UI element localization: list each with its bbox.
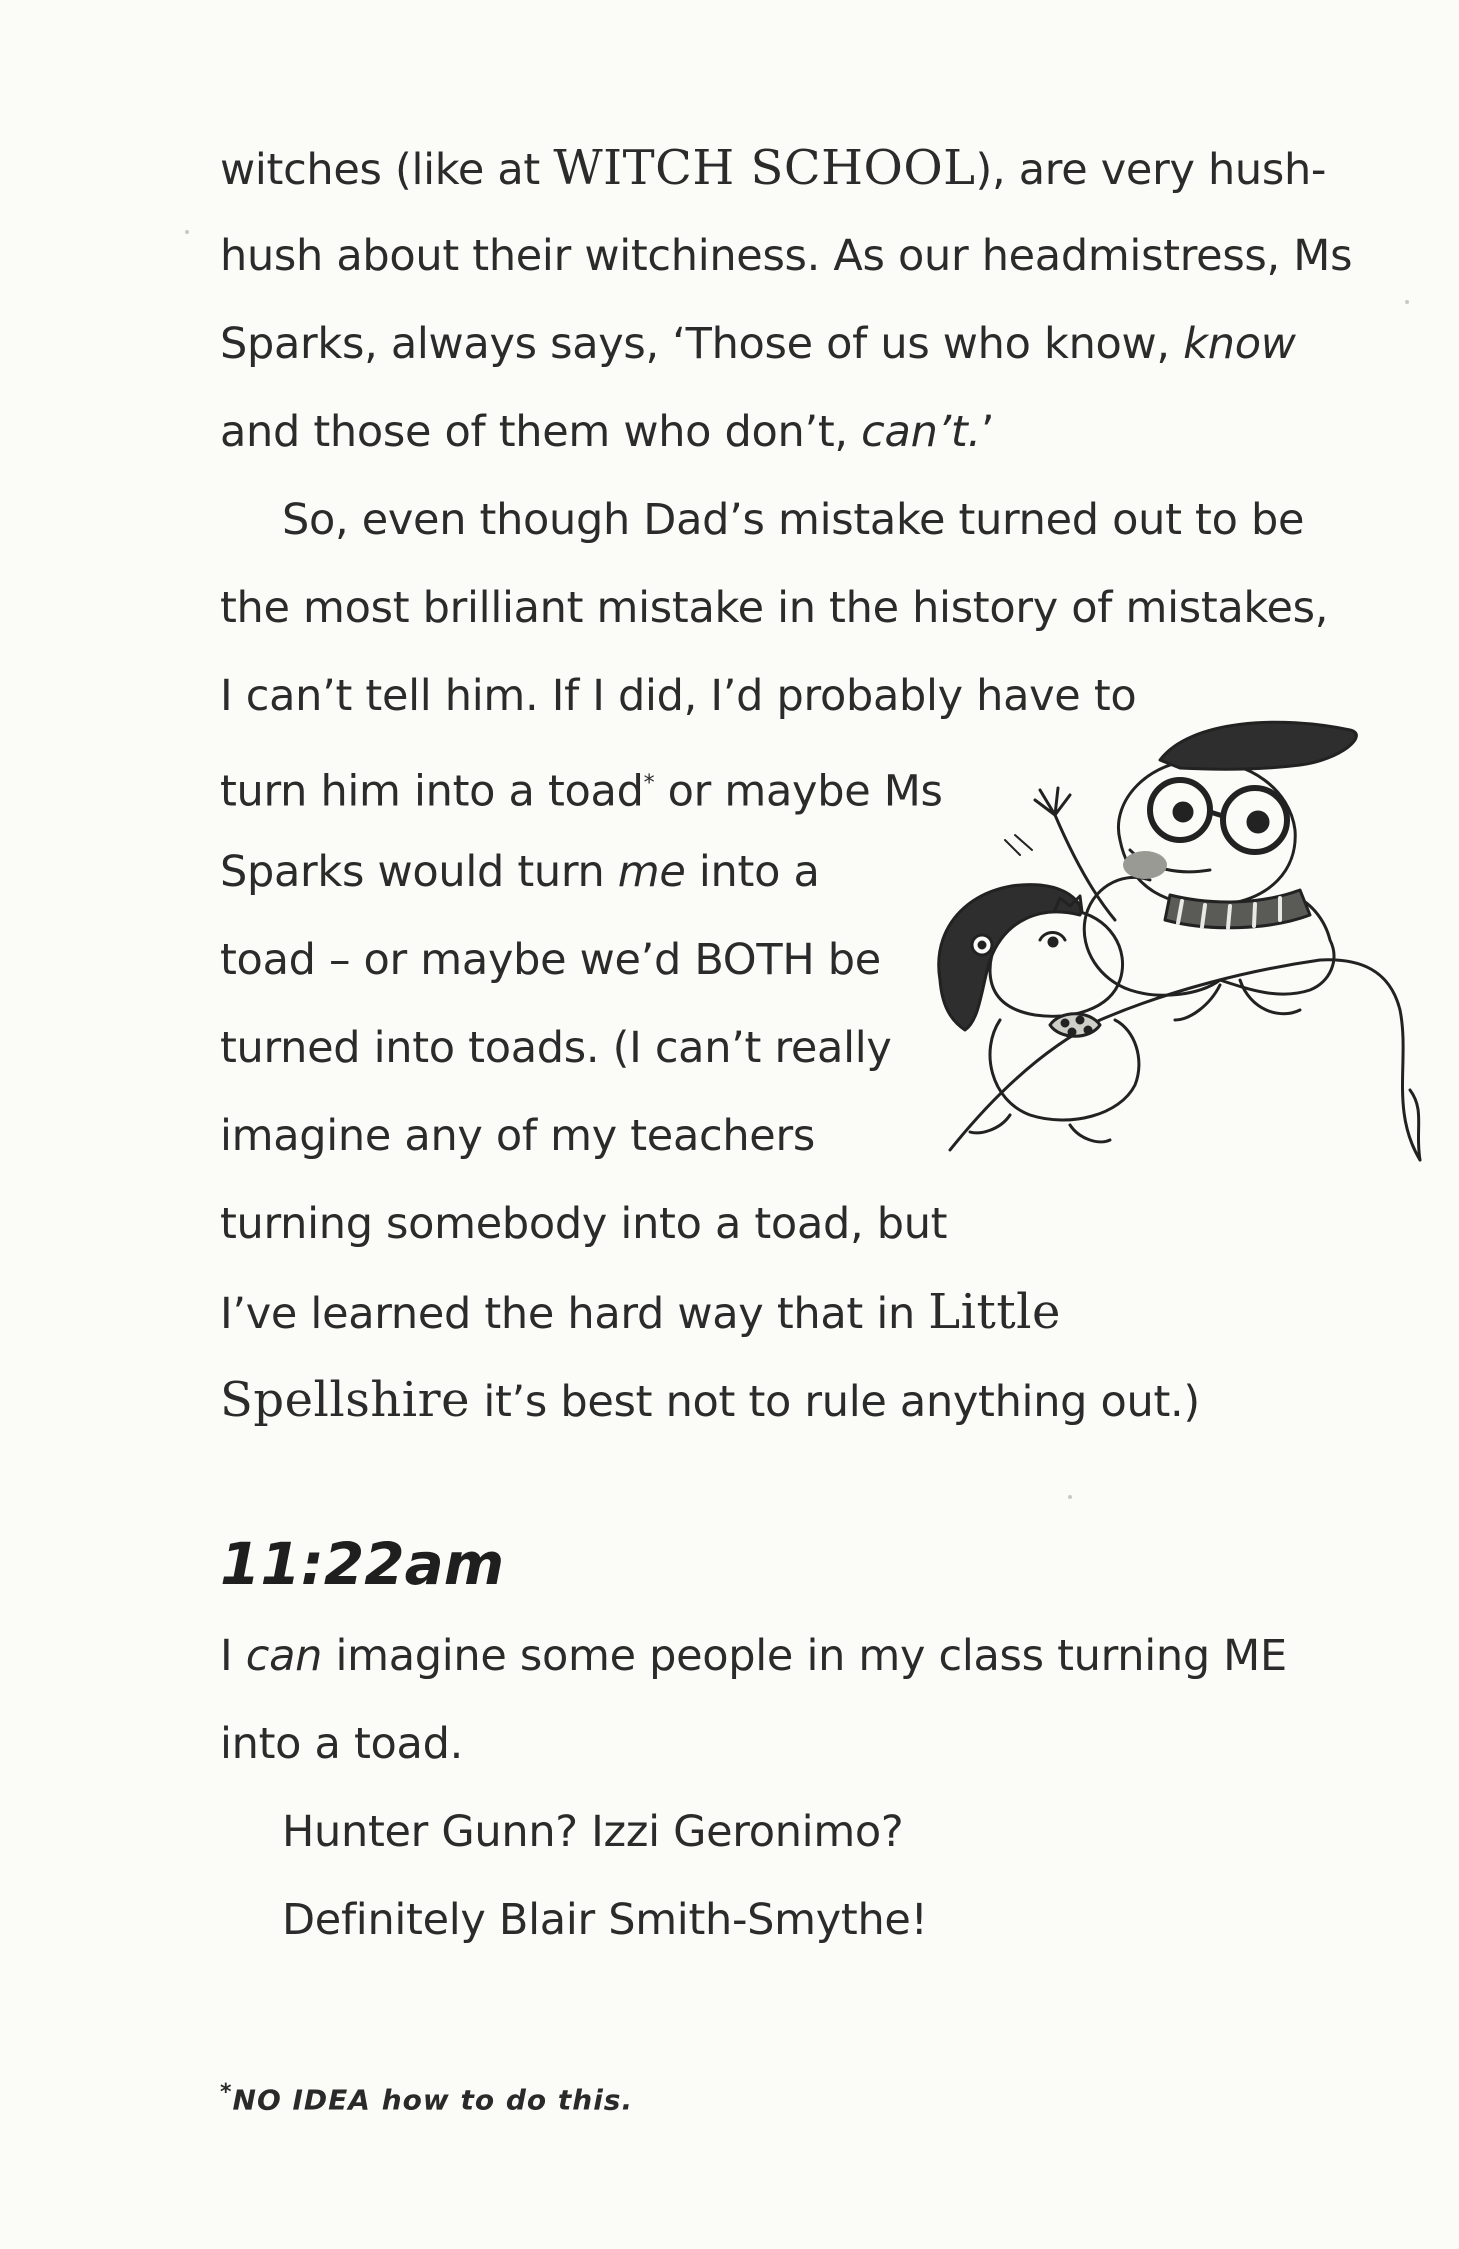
place-name: Spellshire (220, 1372, 470, 1428)
text-line-16 (220, 1626, 1287, 1686)
big-toad-head (1118, 760, 1295, 905)
big-toad-hair (1160, 722, 1356, 769)
place-name: Little (928, 1284, 1061, 1340)
text-line-5: So, even though Dad’s mistake turned out to be (282, 495, 1305, 545)
text-span: or maybe Ms (654, 766, 943, 817)
paper-speck (1068, 1495, 1072, 1499)
text-span: ’ (980, 407, 995, 457)
text-line-11: turned into toads. (I can’t really (220, 1023, 892, 1073)
emphasis-text: can (245, 1631, 323, 1681)
text-line-13: turning somebody into a toad, but (220, 1199, 948, 1249)
emphasis-text: can’t. (861, 407, 981, 457)
text-span: ), are very hush- (975, 145, 1327, 195)
text-line-10: toad – or maybe we’d BOTH be (220, 935, 881, 985)
text-span: witches (like at (220, 145, 554, 195)
text-line-4 (220, 402, 994, 462)
time-heading: 11:22am (220, 1530, 505, 1598)
text-line-12: imagine any of my teachers (220, 1111, 815, 1161)
text-line-17: into a toad. (220, 1719, 463, 1769)
text-span: it’s best not to rule anything out.) (469, 1377, 1200, 1427)
text-line-7: I can’t tell him. If I did, I’d probably have to (220, 671, 1137, 721)
text-line-3 (220, 314, 1296, 374)
paper-speck (1405, 300, 1409, 304)
text-span: and those of them who don’t, (220, 407, 862, 457)
emphasis-text: know (1183, 319, 1296, 369)
rock-outline (950, 960, 1420, 1160)
text-line-15 (220, 1370, 1200, 1432)
text-span: Sparks would turn (220, 847, 618, 897)
text-line-8 (220, 754, 943, 821)
text-line-1 (220, 138, 1326, 200)
emphasis-text: me (617, 847, 686, 897)
text-line-9 (220, 842, 820, 902)
text-line-19: Definitely Blair Smith-Smythe! (282, 1895, 928, 1945)
footnote-text: NO IDEA how to do this. (232, 2083, 634, 2117)
text-span: imagine some people in my class turning ME (322, 1631, 1287, 1681)
text-span: Sparks, always says, ‘Those of us who know, (220, 319, 1184, 369)
text-span: I (220, 1631, 246, 1681)
text-line-6: the most brilliant mistake in the history of mistakes, (220, 583, 1329, 633)
text-span: turn him into a toad (220, 766, 644, 817)
text-line-18: Hunter Gunn? Izzi Geronimo? (282, 1807, 904, 1857)
text-span: I’ve learned the hard way that in (220, 1289, 929, 1339)
text-span: into a (685, 847, 820, 897)
two-toads-illustration (920, 720, 1440, 1200)
witch-school-title: WITCH SCHOOL (553, 140, 976, 196)
footnote (220, 2080, 633, 2116)
striped-scarf (1165, 890, 1310, 928)
text-line-2: hush about their witchiness. As our headmistress, Ms (220, 231, 1353, 281)
footnote-marker: * (643, 771, 655, 796)
text-line-14 (220, 1282, 1061, 1344)
footnote-marker: * (220, 2080, 233, 2105)
paper-speck (185, 230, 189, 234)
